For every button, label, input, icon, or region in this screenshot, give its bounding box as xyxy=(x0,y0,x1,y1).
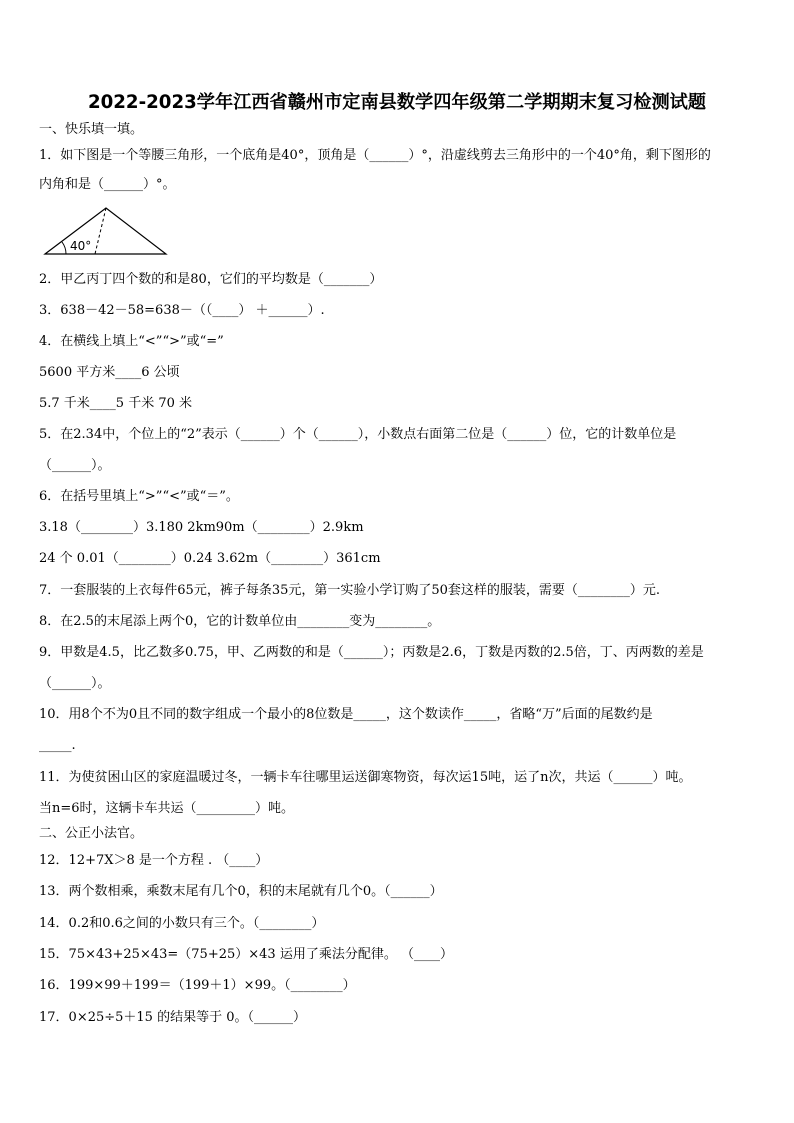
question-5-line-1: 5．在2.34中，个位上的“2”表示（______）个（______），小数点右面第二位是（______）位，它的计数单位是 xyxy=(39,427,677,442)
question-4: 4．在横线上填上“<”“>”或“=” xyxy=(39,334,224,349)
section-heading-fill-in: 一、快乐填一填。 xyxy=(39,122,144,137)
section-heading-true-false: 二、公正小法官。 xyxy=(39,826,144,841)
question-7: 7．一套服装的上衣每件65元，裤子每条35元，第一实验小学订购了50套这样的服装，需要（________）元. xyxy=(39,583,661,598)
question-6-row-2: 24 个 0.01（________）0.24 3.62m（________）361cm xyxy=(39,551,381,566)
question-9-line-1: 9．甲数是4.5，比乙数多0.75，甲、乙两数的和是（______）；丙数是2.6，丁数是丙数的2.5倍，丁、丙两数的差是 xyxy=(39,645,704,660)
question-1-line-1: 1．如下图是一个等腰三角形，一个底角是40°，顶角是（______）°，沿虚线剪去三角形中的一个40°角，剩下图形的 xyxy=(39,148,711,163)
question-15: 15．75×43+25×43=（75+25）×43 运用了乘法分配律。 （____） xyxy=(39,947,453,962)
question-2: 2．甲乙丙丁四个数的和是80，它们的平均数是（_______） xyxy=(39,272,383,287)
question-16: 16．199×99＋199＝（199＋1）×99。（________） xyxy=(39,978,356,993)
question-6-row-1: 3.18（________）3.180 2km90m（________）2.9km xyxy=(39,520,364,535)
isosceles-triangle-figure xyxy=(40,205,175,260)
question-13: 13．两个数相乘，乘数末尾有几个0，积的末尾就有几个0。（______） xyxy=(39,884,443,899)
question-11-line-2: 当n=6时，这辆卡车共运（_________）吨。 xyxy=(39,801,295,816)
question-9-line-2: （______）。 xyxy=(39,676,111,691)
question-17: 17．0×25÷5＋15 的结果等于 0。（______） xyxy=(39,1010,306,1025)
question-5-line-2: （______）。 xyxy=(39,458,111,473)
angle-label: 40° xyxy=(70,239,92,253)
question-4-item-2: 5.7 千米____5 千米 70 米 xyxy=(39,396,193,411)
question-14: 14．0.2和0.6之间的小数只有三个。（________） xyxy=(39,916,325,931)
question-11-line-1: 11．为使贫困山区的家庭温暖过冬，一辆卡车往哪里运送御寒物资，每次运15吨，运了n次，共运（______）吨。 xyxy=(39,770,692,785)
question-10-line-2: _____. xyxy=(39,738,76,753)
question-1-line-2: 内角和是（______）°。 xyxy=(39,177,176,192)
question-8: 8．在2.5的末尾添上两个0，它的计数单位由________变为________。 xyxy=(39,614,441,629)
page-title: 2022-2023学年江西省赣州市定南县数学四年级第二学期期末复习检测试题 xyxy=(87,92,707,113)
question-3: 3．638－42－58=638－（（____） ＋______）. xyxy=(39,303,325,318)
triangle-outline xyxy=(45,208,166,254)
question-12: 12．12+7X＞8 是一个方程 . （____） xyxy=(39,853,269,868)
question-10-line-1: 10．用8个不为0且不同的数字组成一个最小的8位数是_____，这个数读作_____，省略“万”后面的尾数约是 xyxy=(39,707,653,722)
question-4-item-1: 5600 平方米____6 公顷 xyxy=(39,365,180,380)
question-6: 6．在括号里填上“>”“<”或“＝”。 xyxy=(39,489,239,504)
angle-arc xyxy=(62,242,66,254)
